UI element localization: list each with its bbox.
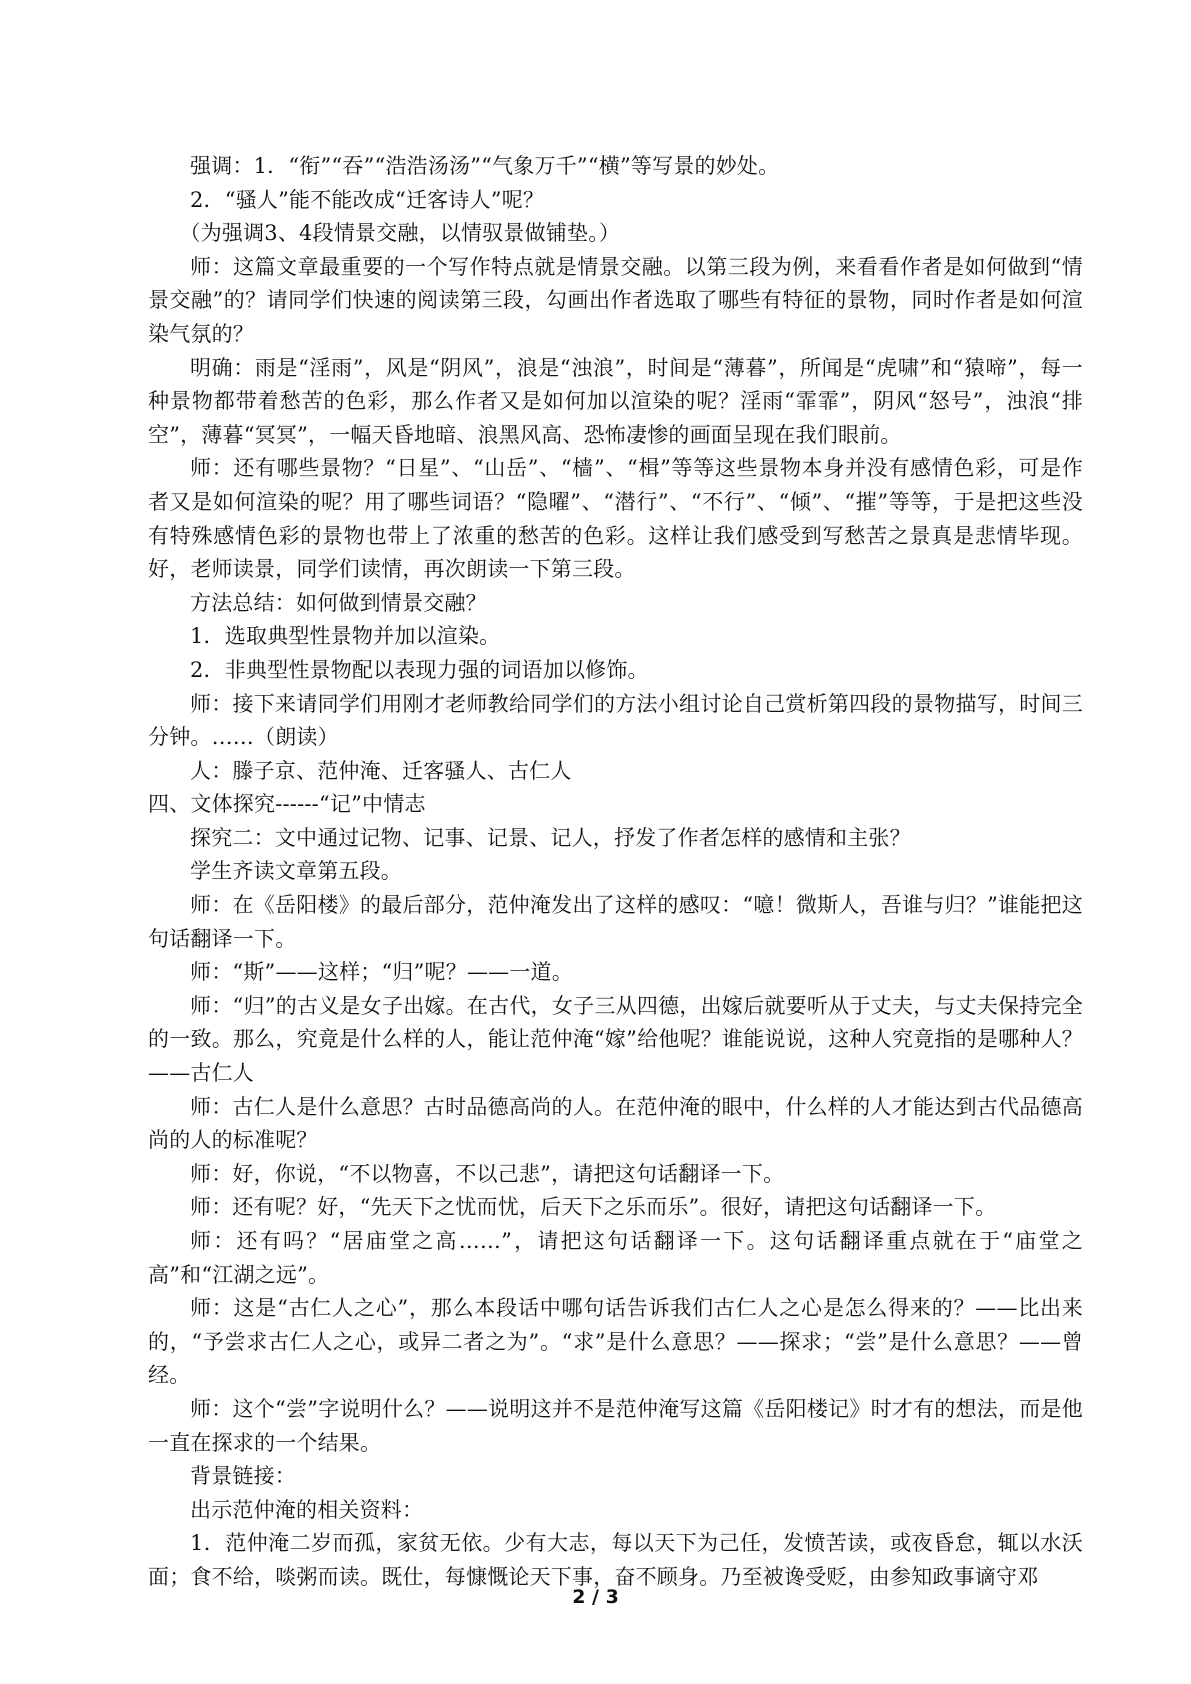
paragraph-teacher-7: 师：古仁人是什么意思？古时品德高尚的人。在范仲淹的眼中，什么样的人才能达到古代品德高尚的人的标准呢？ bbox=[148, 1094, 1083, 1153]
paragraph-teacher-2: 师：还有哪些景物？“日星”、“山岳”、“樯”、“楫”等等这些景物本身并没有感情色彩，可是作者又是如何渲染的呢？用了哪些词语？“隐曜”、“潜行”、“不行”、“倾”、“摧”等等，于是把这些没有特殊感情色彩的景物也带上了浓重的愁苦的色彩。这样让我们感受到写愁苦之景真是悲情毕现。好，老师读景，同学们读情，再次朗读一下第三段。 bbox=[148, 456, 1083, 582]
paragraph-method-2: 2．非典型性景物配以表现力强的词语加以修饰。 bbox=[190, 657, 649, 682]
paragraph-people: 人：滕子京、范仲淹、迁客骚人、古仁人 bbox=[190, 758, 572, 783]
paragraph-teacher-9: 师：还有呢？好，“先天下之忧而忧，后天下之乐而乐”。很好，请把这句话翻译一下。 bbox=[190, 1195, 997, 1220]
paragraph-teacher-12: 师：这个“尝”字说明什么？——说明这并不是范仲淹写这篇《岳阳楼记》时才有的想法，而是他一直在探求的一个结果。 bbox=[148, 1396, 1083, 1455]
paragraph-teacher-4: 师：在《岳阳楼》的最后部分，范仲淹发出了这样的感叹：“噫！微斯人，吾谁与归？”谁能把这句话翻译一下。 bbox=[148, 893, 1083, 951]
paragraph-teacher-10: 师：还有吗？“居庙堂之高……”，请把这句话翻译一下。这句话翻译重点就在于“庙堂之高”和“江湖之远”。 bbox=[148, 1229, 1083, 1287]
paragraph-emphasis-1: 强调：1．“衔”“吞”“浩浩汤汤”“气象万千”“横”等写景的妙处。 bbox=[190, 154, 780, 178]
section-heading-4: 四、文体探究------“记”中情志 bbox=[148, 792, 426, 817]
paragraph-teacher-5: 师：“斯”——这样；“归”呢？——一道。 bbox=[190, 960, 573, 985]
paragraph-background-link: 背景链接： bbox=[190, 1464, 296, 1489]
paragraph-students-read: 学生齐读文章第五段。 bbox=[190, 859, 402, 884]
paragraph-method-summary: 方法总结：如何做到情景交融？ bbox=[190, 590, 487, 615]
paragraph-teacher-6: 师：“归”的古义是女子出嫁。在古代，女子三从四德，出嫁后就要听从于丈夫，与丈夫保持完全的一致。那么，究竟是什么样的人，能让范仲淹“嫁”给他呢？谁能说说，这种人究竟指的是哪种人？——古仁人 bbox=[148, 993, 1083, 1086]
document-body bbox=[148, 150, 1083, 1595]
paragraph-method-1: 1．选取典型性景物并加以渲染。 bbox=[190, 624, 501, 649]
paragraph-teacher-3: 师：接下来请同学们用刚才老师教给同学们的方法小组讨论自己赏析第四段的景物描写，时间三分钟。……（朗读） bbox=[148, 691, 1083, 750]
paragraph-note: （为强调3、4段情景交融，以情驭景做铺垫。） bbox=[179, 221, 621, 246]
paragraph-material-1: 1．范仲淹二岁而孤，家贫无依。少有大志，每以天下为己任，发愤苦读，或夜昏怠，辄以水沃面；食不给，啖粥而读。既仕，每慷慨论天下事，奋不顾身。乃至被谗受贬，由参知政事谪守邓 bbox=[148, 1531, 1083, 1589]
paragraph-explore-2: 探究二：文中通过记物、记事、记景、记人，抒发了作者怎样的感情和主张？ bbox=[190, 825, 911, 850]
paragraph-show-materials: 出示范仲淹的相关资料： bbox=[190, 1497, 424, 1522]
paragraph-teacher-8: 师：好，你说，“不以物喜，不以己悲”，请把这句话翻译一下。 bbox=[190, 1161, 785, 1186]
paragraph-clarify: 明确：雨是“淫雨”，风是“阴风”，浪是“浊浪”，时间是“薄暮”，所闻是“虎啸”和“猿啼”，每一种景物都带着愁苦的色彩，那么作者又是如何加以渲染的呢？淫雨“霏霏”，阴风“怒号”，浊浪“排空”，薄暮“冥冥”，一幅天昏地暗、浪黑风高、恐怖凄惨的画面呈现在我们眼前。 bbox=[148, 355, 1083, 447]
paragraph-teacher-11: 师：这是“古仁人之心”，那么本段话中哪句话告诉我们古仁人之心是怎么得来的？——比出来的，“予尝求古仁人之心，或异二者之为”。“求”是什么意思？——探求；“尝”是什么意思？——曾经。 bbox=[148, 1296, 1083, 1388]
page-number: 2 / 3 bbox=[572, 1586, 619, 1608]
paragraph-teacher-1: 师：这篇文章最重要的一个写作特点就是情景交融。以第三段为例，来看看作者是如何做到“情景交融”的？请同学们快速的阅读第三段，勾画出作者选取了哪些有特征的景物，同时作者是如何渲染气氛的？ bbox=[148, 254, 1083, 346]
paragraph-emphasis-2: 2．“骚人”能不能改成“迁客诗人”呢？ bbox=[190, 187, 545, 212]
